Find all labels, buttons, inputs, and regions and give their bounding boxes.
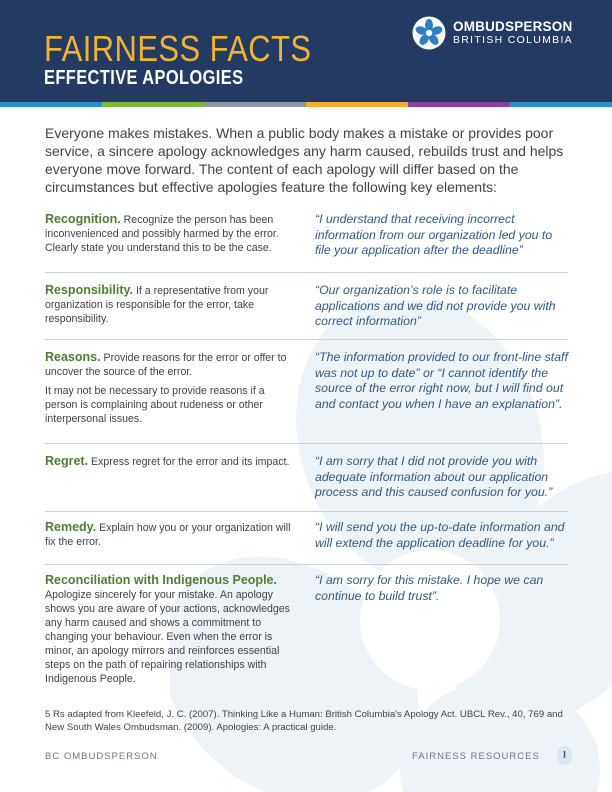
intro-paragraph: Everyone makes mistakes. When a public body makes a mistake or provides poor service, a sincere apology acknowledges any harm caused, rebuilds trust and helps everyone move forward. The content of each apology will differ based on the circumstances but effective apologies feature the following key elements: (45, 125, 564, 195)
element-description (45, 454, 298, 469)
footer-section: FAIRNESS RESOURCES (412, 751, 540, 762)
flower-logo-icon (412, 16, 446, 50)
element-text: Recognize the person has been inconvenienced and possibly harmed by the error. Clearly state you understand this to be the case. (45, 214, 279, 254)
row-divider (45, 443, 568, 444)
element-text: Provide reasons for the error or offer to uncover the source of the error. (45, 352, 287, 378)
ombudsperson-logo (412, 16, 602, 50)
element-description (45, 350, 298, 426)
color-bar-segment (0, 102, 102, 107)
element-description (45, 212, 298, 255)
element-example-quote: “I understand that receiving incorrect information from our organization led you to file your application after the deadline” (315, 212, 553, 257)
element-term: Recognition. (45, 212, 121, 226)
element-term: Regret. (45, 454, 89, 468)
element-term: Remedy. (45, 520, 97, 534)
element-text: If a representative from your organization is responsible for the error, take responsibility. (45, 285, 269, 325)
element-term: Responsibility. (45, 283, 133, 297)
citation-footnote: 5 Rs adapted from Kleefeld, J. C. (2007). Thinking Like a Human: British Columbia's Apology Act. UBCL Rev., 40, 769 and New South Wales Ombudsman. (2009). Apologies: A practical guide. (45, 709, 563, 733)
element-text: Apologize sincerely for your mistake. An apology shows you are aware of your actions, acknowledges any harm caused and shows a commitment to changing your behaviour. Even when the error is minor, an apology mirrors and reinforces essential steps on the path of repairing relationships with Indigenous People. (45, 589, 290, 685)
element-example-quote: “The information provided to our front-line staff was not up to date” or “I cannot identify the source of the error right now, but I will find out and contact you when I have an explanation”. (315, 350, 568, 411)
row-divider (45, 564, 568, 565)
logo-text-british-columbia: BRITISH COLUMBIA (453, 34, 573, 46)
element-description (45, 573, 298, 686)
element-example-quote: “Our organization’s role is to facilitate applications and we did not provide you with correct information” (315, 283, 556, 328)
element-example-quote: “I am sorry for this mistake. I hope we can continue to build trust”. (315, 573, 544, 603)
element-description (45, 283, 298, 326)
page-number: I (557, 746, 572, 765)
color-bar-segment (408, 102, 510, 107)
footer-organization: BC OMBUDSPERSON (45, 751, 158, 762)
color-bar-segment (102, 102, 204, 107)
element-example-quote: “I will send you the up-to-date information and will extend the application deadline for you.” (315, 520, 565, 550)
row-divider (45, 511, 568, 512)
page-title: FAIRNESS FACTS (44, 28, 312, 69)
row-divider (45, 272, 568, 273)
color-bar-segment (204, 102, 306, 107)
element-text-note: It may not be necessary to provide reasons if a person is complaining about rudeness or other interpersonal issues. (45, 385, 265, 425)
element-term: Reconciliation with Indigenous People. (45, 573, 277, 587)
color-bar-segment (510, 102, 612, 107)
element-text: Express regret for the error and its impact. (91, 456, 290, 468)
page-subtitle: EFFECTIVE APOLOGIES (44, 67, 244, 89)
logo-text-ombudsperson: OMBUDSPERSON (453, 19, 573, 34)
element-example-quote: “I am sorry that I did not provide you with adequate information about our application process and this caused confusion for you.” (315, 454, 553, 499)
element-term: Reasons. (45, 350, 101, 364)
page-header (0, 0, 612, 102)
row-divider (45, 339, 568, 340)
color-bar-segment (306, 102, 408, 107)
color-accent-bar (0, 102, 612, 107)
element-description (45, 520, 298, 549)
element-text: Explain how you or your organization will fix the error. (45, 522, 291, 548)
